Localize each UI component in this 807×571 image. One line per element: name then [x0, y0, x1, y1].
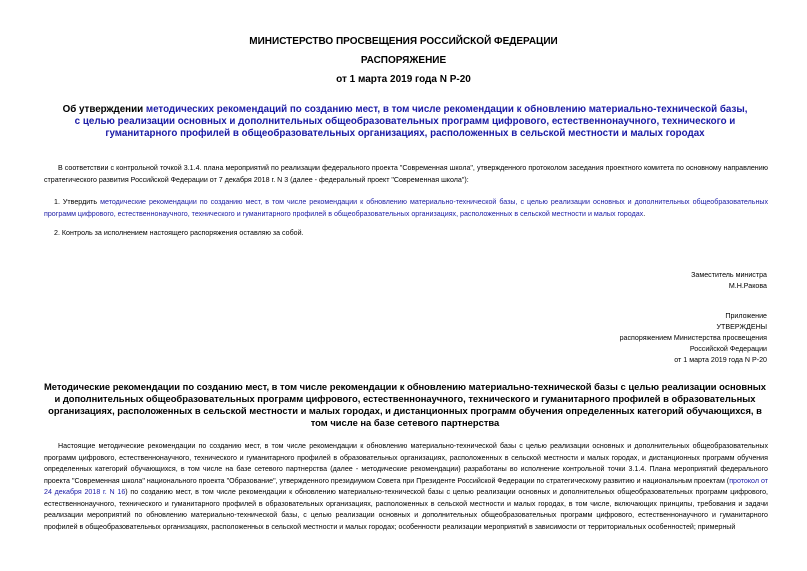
intro-paragraph: В соответствии с контрольной точкой 3.1.4. плана мероприятий по реализации федерального проекта "Современная школа", утвержденного протоколом заседания проектного комитета по основному направлению стратегического развития Российской Федерации от 7 декабря 2018 г. N 3 (далее - федеральный проект "Современная школа"): — [44, 164, 768, 184]
document-date-number: от 1 марта 2019 года N Р-20 — [336, 74, 471, 85]
order-item-1-suffix: . — [643, 209, 646, 218]
document-title-prefix: Об утверждении — [62, 104, 146, 115]
order-item-1-link[interactable]: методические рекомендации по созданию мест, в том числе рекомендации к обновлению материально-технической базы, с целью реализации основных и дополнительных общеобразовательных программ цифрового, естественнонаучного, технического и гуманитарного профилей в общеобразовательных организациях, расположенных в сельской местности и малых городах — [44, 198, 769, 218]
appendix-country: Российской Федерации — [689, 345, 767, 353]
signature-position: Заместитель министра — [691, 271, 767, 279]
document-title — [60, 104, 750, 140]
signature-name: М.Н.Ракова — [728, 282, 767, 290]
protocol-link[interactable]: протокол от 24 декабря 2018 г. N 16 — [44, 476, 769, 496]
order-item-1-prefix: 1. Утвердить — [54, 198, 101, 206]
recommendations-intro-part2: ) по созданию мест, в том числе рекомендации к обновлению материально-технической базы с целью реализации основных и дополнительных общеобразовательных программ цифрового, естественнонаучного, технического и гуманитарного профилей в образовательных организациях, расположенных в сельской местности и малых городах, в том числе, включающих принципы, требования и задачи реализации мероприятий по обновлению материально-технической базы, с целью реализации основных и дополнительных общеобразовательных программ цифрового, естественнонаучного и гуманитарного профилей в общеобразовательных организациях, расположенных в сельской местности и малых городах; особенности реализации мероприятий в зависимости от территориальных особенностей; примерный — [44, 488, 768, 531]
signature-block — [691, 270, 767, 292]
appendix-date-number: от 1 марта 2019 года N Р-20 — [674, 356, 767, 364]
recommendations-intro-part1: Настоящие методические рекомендации по созданию мест, в том числе рекомендации к обновлению материально-технической базы с целью реализации основных и дополнительных общеобразовательных программ цифрового, естественнонаучного, технического и гуманитарного профилей в образовательных организациях, расположенных в сельской местности и малых городах, и дистанционных программ обучения определенных категорий обучающихся, в том числе на базе сетевого партнерства (далее - методические рекомендации) разработаны во исполнение контрольной точки 3.1.4. Плана мероприятий федерального проекта "Современная школа" национального проекта "Образование", утвержденного президиумом Совета при Президенте Российской Федерации по стратегическому развитию и национальным проектам ( — [44, 442, 768, 485]
recommendations-intro-paragraph — [44, 441, 768, 533]
appendix-block — [620, 311, 767, 366]
ministry-heading: МИНИСТЕРСТВО ПРОСВЕЩЕНИЯ РОССИЙСКОЙ ФЕДЕРАЦИИ — [249, 36, 558, 47]
appendix-approved: УТВЕРЖДЕНЫ — [716, 323, 767, 331]
document-type: РАСПОРЯЖЕНИЕ — [360, 55, 447, 66]
appendix-approved-by: распоряжением Министерства просвещения — [619, 334, 767, 342]
order-item-2: 2. Контроль за исполнением настоящего распоряжения оставляю за собой. — [54, 229, 304, 237]
order-item-1 — [44, 197, 768, 220]
document-title-link[interactable]: методических рекомендаций по созданию мест, в том числе рекомендации к обновлению материально-технической базы, с целью реализации основных и дополнительных общеобразовательных программ цифрового, естественнонаучного, технического и гуманитарного профилей в общеобразовательных организациях, расположенных в сельской местности и малых городах — [74, 104, 748, 139]
appendix-label: Приложение — [725, 312, 767, 320]
recommendations-title: Методические рекомендации по созданию мест, в том числе рекомендации к обновлению материально-технической базы с целью реализации основных и дополнительных общеобразовательных программ цифрового, естественнонаучного, технического и гуманитарного профилей в образовательных организациях, расположенных в сельской местности и малых городах, и дистанционных программ обучения определенных категорий обучающихся, в том числе на базе сетевого партнерства — [43, 381, 767, 428]
